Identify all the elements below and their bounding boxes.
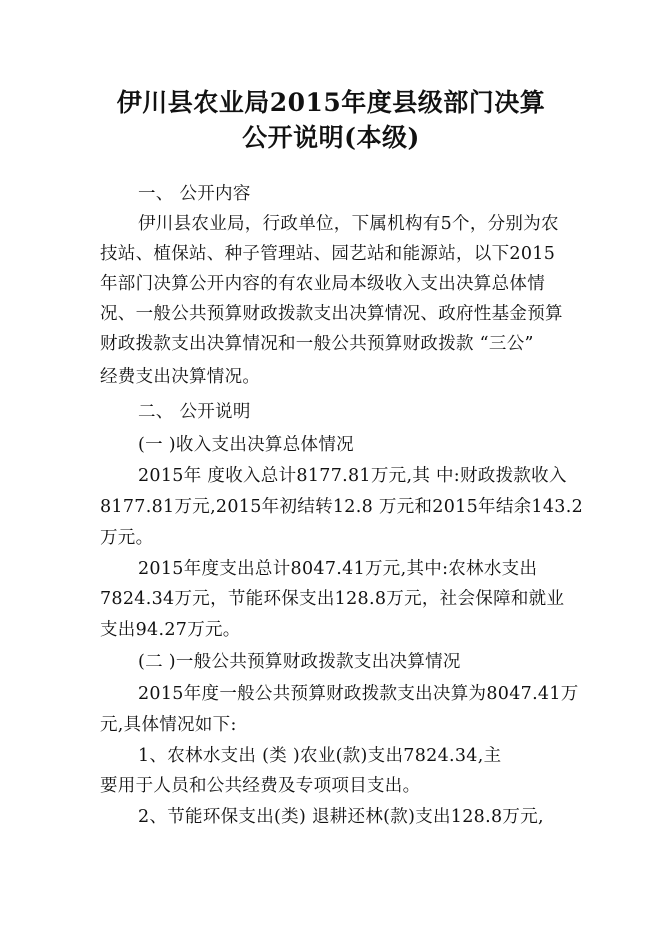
paragraph-line: 年部门决算公开内容的有农业局本级收入支出决算总体情: [100, 274, 545, 294]
document-title-line-2: 公开说明(本级): [242, 123, 420, 152]
section-heading-1: 一、 公开内容: [138, 184, 251, 204]
paragraph-line: 况、一般公共预算财政拨款支出决算情况、政府性基金预算: [100, 304, 563, 324]
subsection-heading-2: (二 )一般公共预算财政拨款支出决算情况: [138, 652, 461, 672]
paragraph-line: 伊川县农业局，行政单位，下属机构有5个，分别为农: [138, 214, 559, 234]
paragraph-line: 8177.81万元,2015年初结转12.8 万元和2015年结余143.2: [100, 497, 584, 517]
paragraph-line: 技站、植保站、种子管理站、园艺站和能源站，以下2015: [100, 244, 556, 264]
document-title-line-1: 伊川县农业局2015年度县级部门决算: [116, 88, 546, 117]
paragraph-line: 财政拨款支出决算情况和一般公共预算财政拨款 “三公”: [100, 334, 534, 354]
paragraph-line: 元,具体情况如下:: [100, 715, 237, 735]
paragraph-line: 2015年 度收入总计8177.81万元,其 中:财政拨款收入: [138, 466, 567, 486]
list-item-1: 1、农林水支出 (类 )农业(款)支出7824.34,主: [138, 746, 502, 766]
paragraph-line: 2015年度支出总计8047.41万元,其中:农林水支出: [138, 559, 538, 579]
paragraph-line: 万元。: [100, 528, 154, 548]
paragraph-line: 2015年度一般公共预算财政拨款支出决算为8047.41万: [138, 684, 579, 704]
paragraph-line: 经费支出决算情况。: [100, 367, 261, 387]
paragraph-line: 7824.34万元，节能环保支出128.8万元，社会保障和就业: [100, 589, 565, 609]
subsection-heading-1: (一 )收入支出决算总体情况: [138, 435, 354, 455]
paragraph-line: 支出94.27万元。: [100, 620, 241, 640]
list-item-2: 2、节能环保支出(类) 退耕还林(款)支出128.8万元,: [138, 807, 544, 827]
paragraph-line: 要用于人员和公共经费及专项项目支出。: [100, 776, 421, 796]
section-heading-2: 二、 公开说明: [138, 402, 251, 422]
